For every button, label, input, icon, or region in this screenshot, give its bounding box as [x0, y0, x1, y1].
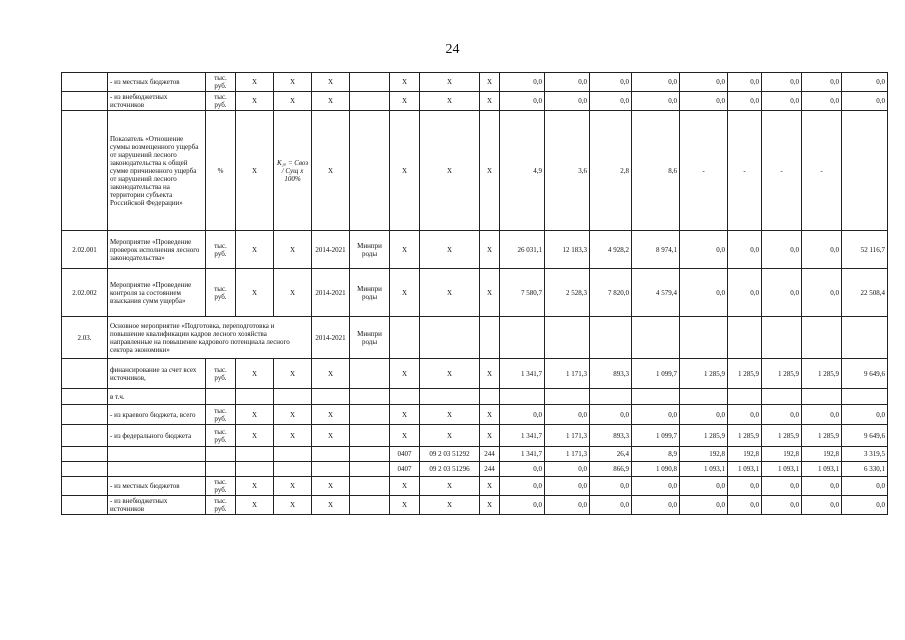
table-cell: тыс. руб.: [206, 425, 236, 447]
table-row: [62, 231, 888, 269]
table-cell: Х: [480, 425, 500, 447]
table-cell: Х: [312, 92, 350, 111]
table-cell: Х: [274, 92, 312, 111]
table-cell: Х: [312, 477, 350, 496]
table-cell: 1 093,1: [728, 462, 762, 477]
table-cell: Х: [312, 496, 350, 515]
table-cell: [350, 73, 390, 92]
table-cell: 2014-2021: [312, 269, 350, 317]
table-cell: 192,8: [802, 447, 842, 462]
table-cell: Х: [236, 111, 274, 231]
table-cell: Х: [420, 477, 480, 496]
table-cell: [420, 317, 480, 359]
table-cell: Х: [420, 359, 480, 389]
table-cell: 2 528,3: [545, 269, 590, 317]
table-cell: 0,0: [545, 496, 590, 515]
table-cell: [62, 477, 108, 496]
table-cell: Х: [480, 477, 500, 496]
table-cell: тыс. руб.: [206, 231, 236, 269]
table-cell: 0,0: [545, 73, 590, 92]
table-cell: 3 319,5: [842, 447, 888, 462]
table-cell: [62, 447, 108, 462]
table-cell: [350, 425, 390, 447]
table-cell: 866,9: [590, 462, 632, 477]
table-cell: Х: [274, 231, 312, 269]
table-cell: Х: [390, 231, 420, 269]
table-cell: Х: [274, 73, 312, 92]
table-cell: 7 580,7: [500, 269, 545, 317]
table-row: [62, 447, 888, 462]
table-cell: Мероприятие «Проведение контроля за состоянием взыскания сумм ущерба»: [108, 269, 206, 317]
table-cell: 0,0: [762, 496, 802, 515]
table-cell: Х: [420, 73, 480, 92]
table-cell: [62, 496, 108, 515]
table-cell: 0407: [390, 447, 420, 462]
table-cell: 0,0: [500, 477, 545, 496]
table-cell: Х: [312, 73, 350, 92]
table-cell: Х: [420, 92, 480, 111]
table-cell: 1 093,1: [802, 462, 842, 477]
table-cell: [842, 389, 888, 405]
table-cell: 26,4: [590, 447, 632, 462]
table-cell: 0,0: [590, 496, 632, 515]
table-cell: [420, 389, 480, 405]
table-row: [62, 462, 888, 477]
table-cell: Х: [390, 269, 420, 317]
table-cell: 1 285,9: [802, 359, 842, 389]
table-cell: Х: [420, 111, 480, 231]
table-cell: 3,6: [545, 111, 590, 231]
table-cell: 0,0: [842, 405, 888, 425]
table-cell: [500, 389, 545, 405]
table-cell: 0,0: [680, 73, 728, 92]
table-cell: Мероприятие «Проведение проверок исполнения лесного законодательства»: [108, 231, 206, 269]
table-cell: [312, 389, 350, 405]
table-cell: 0,0: [728, 92, 762, 111]
page-number: 24: [445, 42, 460, 57]
table-cell: 0,0: [590, 405, 632, 425]
table-cell: -: [802, 111, 842, 231]
table-cell: [350, 389, 390, 405]
table-cell: Х: [390, 496, 420, 515]
table-cell: -: [762, 111, 802, 231]
table-cell: [762, 317, 802, 359]
table-cell: [62, 92, 108, 111]
table-cell: 4 579,4: [632, 269, 680, 317]
table-cell: 2.02.001: [62, 231, 108, 269]
table-cell: 0,0: [500, 405, 545, 425]
table-cell: 0,0: [728, 269, 762, 317]
table-cell: [728, 317, 762, 359]
table-cell: 1 285,9: [680, 359, 728, 389]
table-body: [62, 73, 888, 515]
table-cell: тыс. руб.: [206, 405, 236, 425]
table-cell: Х: [390, 359, 420, 389]
table-cell: Х: [420, 231, 480, 269]
table-cell: [632, 389, 680, 405]
table-cell: 9 649,6: [842, 425, 888, 447]
table-cell: К₁ₐ = Своз / Сущ х 100%: [274, 111, 312, 231]
table-cell: [802, 389, 842, 405]
table-cell: Х: [480, 269, 500, 317]
table-cell: Х: [236, 425, 274, 447]
table-row: [62, 496, 888, 515]
table-cell: 0,0: [545, 92, 590, 111]
table-cell: 6 330,1: [842, 462, 888, 477]
table-cell: Х: [390, 425, 420, 447]
table-cell: в т.ч.: [108, 389, 206, 405]
table-cell: Х: [480, 73, 500, 92]
table-cell: 0,0: [728, 405, 762, 425]
table-cell: Х: [274, 405, 312, 425]
table-cell: -: [728, 111, 762, 231]
table-cell: 0,0: [545, 462, 590, 477]
table-cell: [312, 462, 350, 477]
table-cell: тыс. руб.: [206, 269, 236, 317]
table-cell: Х: [236, 359, 274, 389]
table-cell: Х: [420, 425, 480, 447]
table-cell: - из внебюджетных источников: [108, 496, 206, 515]
table-cell: [350, 496, 390, 515]
table-cell: Х: [312, 405, 350, 425]
table-cell: Х: [312, 359, 350, 389]
table-cell: Х: [236, 477, 274, 496]
table-cell: 0,0: [500, 73, 545, 92]
table-cell: [680, 317, 728, 359]
table-cell: Х: [420, 496, 480, 515]
table-cell: [350, 405, 390, 425]
table-cell: 2014-2021: [312, 231, 350, 269]
table-cell: 1 093,1: [680, 462, 728, 477]
table-cell: Х: [420, 405, 480, 425]
table-cell: [842, 111, 888, 231]
table-cell: [590, 389, 632, 405]
table-cell: [206, 447, 236, 462]
table-cell: [480, 317, 500, 359]
table-cell: 244: [480, 462, 500, 477]
table-cell: 244: [480, 447, 500, 462]
table-cell: 8,6: [632, 111, 680, 231]
table-cell: Минпри роды: [350, 317, 390, 359]
table-cell: 0,0: [500, 496, 545, 515]
table-cell: 192,8: [762, 447, 802, 462]
table-cell: [545, 317, 590, 359]
table-cell: 0,0: [762, 92, 802, 111]
table-cell: финансирование за счет всех источников,: [108, 359, 206, 389]
table-cell: 52 116,7: [842, 231, 888, 269]
table-cell: [350, 477, 390, 496]
program-table: [61, 72, 888, 515]
table-cell: Х: [274, 269, 312, 317]
table-cell: [390, 317, 420, 359]
table-cell: 1 171,3: [545, 359, 590, 389]
table-cell: 0,0: [632, 405, 680, 425]
table-cell: -: [680, 111, 728, 231]
table-row: [62, 405, 888, 425]
table-cell: Х: [236, 231, 274, 269]
table-cell: Минпри роды: [350, 269, 390, 317]
table-cell: 1 171,3: [545, 447, 590, 462]
table-cell: 1 285,9: [762, 359, 802, 389]
table-cell: 0,0: [802, 496, 842, 515]
table-cell: [108, 462, 206, 477]
table-cell: - из федерального бюджета: [108, 425, 206, 447]
table-cell: 1 285,9: [762, 425, 802, 447]
table-cell: 0,0: [802, 477, 842, 496]
table-cell: Х: [236, 269, 274, 317]
table-cell: Х: [390, 405, 420, 425]
table-cell: 0,0: [632, 477, 680, 496]
table-cell: Х: [312, 111, 350, 231]
table-cell: 0,0: [680, 477, 728, 496]
table-cell: 0,0: [802, 405, 842, 425]
table-cell: тыс. руб.: [206, 359, 236, 389]
table-cell: [62, 73, 108, 92]
table-cell: [62, 389, 108, 405]
table-cell: 0,0: [590, 73, 632, 92]
table-cell: 0,0: [762, 269, 802, 317]
table-cell: Х: [274, 425, 312, 447]
table-cell: [206, 462, 236, 477]
table-cell: [236, 462, 274, 477]
table-row: [62, 425, 888, 447]
table-cell: 893,3: [590, 359, 632, 389]
table-cell: 0,0: [500, 92, 545, 111]
table-cell: 0,0: [632, 496, 680, 515]
table-cell: 0,0: [545, 477, 590, 496]
table-cell: 2.03.: [62, 317, 108, 359]
table-cell: Основное мероприятие «Подготовка, переподготовка и повышение квалификации кадров лесного хозяйства направленные на повышение кадрового потенциала лесного сектора экономики»: [108, 317, 312, 359]
table-cell: 1 285,9: [802, 425, 842, 447]
table-cell: [802, 317, 842, 359]
table-cell: 0,0: [680, 231, 728, 269]
table-cell: [62, 425, 108, 447]
table-cell: Х: [480, 92, 500, 111]
table-cell: 8 974,1: [632, 231, 680, 269]
table-cell: 0,0: [842, 92, 888, 111]
table-cell: Х: [480, 496, 500, 515]
table-cell: [632, 317, 680, 359]
table-cell: 0,0: [680, 405, 728, 425]
table-cell: Х: [236, 73, 274, 92]
table-cell: 0,0: [728, 73, 762, 92]
table-cell: Х: [390, 111, 420, 231]
table-cell: 8,9: [632, 447, 680, 462]
table-cell: [206, 389, 236, 405]
table-cell: Х: [236, 496, 274, 515]
table-cell: 0,0: [680, 92, 728, 111]
table-row: [62, 317, 888, 359]
table-cell: 4 928,2: [590, 231, 632, 269]
table-cell: [274, 389, 312, 405]
table-cell: Минпри роды: [350, 231, 390, 269]
table-row: [62, 73, 888, 92]
table-cell: 09 2 03 51296: [420, 462, 480, 477]
table-cell: Х: [236, 405, 274, 425]
table-cell: [350, 92, 390, 111]
table-cell: [108, 447, 206, 462]
table-cell: [62, 462, 108, 477]
table-cell: 22 508,4: [842, 269, 888, 317]
table-cell: 0,0: [762, 231, 802, 269]
table-cell: 0,0: [590, 92, 632, 111]
table-cell: [728, 389, 762, 405]
table-cell: [350, 447, 390, 462]
table-cell: Х: [236, 92, 274, 111]
table-cell: 09 2 03 51292: [420, 447, 480, 462]
table-cell: Х: [480, 359, 500, 389]
table-cell: [350, 111, 390, 231]
table-cell: 0,0: [762, 405, 802, 425]
table-cell: [274, 447, 312, 462]
table-cell: тыс. руб.: [206, 477, 236, 496]
table-cell: 0,0: [842, 496, 888, 515]
table-cell: Х: [480, 111, 500, 231]
table-cell: тыс. руб.: [206, 92, 236, 111]
table-cell: [312, 447, 350, 462]
table-cell: 0,0: [802, 269, 842, 317]
table-cell: 1 090,8: [632, 462, 680, 477]
table-cell: [62, 405, 108, 425]
table-cell: Х: [390, 73, 420, 92]
table-row: [62, 269, 888, 317]
table-cell: 0407: [390, 462, 420, 477]
table-cell: 1 341,7: [500, 359, 545, 389]
table-cell: 0,0: [802, 231, 842, 269]
table-cell: [62, 359, 108, 389]
table-cell: 0,0: [762, 73, 802, 92]
table-cell: 26 031,1: [500, 231, 545, 269]
table-cell: 1 093,1: [762, 462, 802, 477]
table-cell: 0,0: [632, 92, 680, 111]
table-cell: 2014-2021: [312, 317, 350, 359]
table-cell: 7 820,0: [590, 269, 632, 317]
table-row: [62, 92, 888, 111]
table-cell: 1 285,9: [728, 425, 762, 447]
table-cell: [350, 462, 390, 477]
table-cell: [680, 389, 728, 405]
table-cell: - из краевого бюджета, всего: [108, 405, 206, 425]
table-cell: 1 099,7: [632, 359, 680, 389]
table-cell: 1 171,3: [545, 425, 590, 447]
table-cell: 0,0: [680, 269, 728, 317]
table-cell: Х: [390, 92, 420, 111]
table-cell: 1 285,9: [728, 359, 762, 389]
table-cell: 0,0: [728, 231, 762, 269]
table-cell: 893,3: [590, 425, 632, 447]
table-cell: Х: [274, 496, 312, 515]
table-cell: 9 649,6: [842, 359, 888, 389]
table-cell: 0,0: [802, 92, 842, 111]
table-cell: 0,0: [802, 73, 842, 92]
table-cell: [590, 317, 632, 359]
table-cell: 1 285,9: [680, 425, 728, 447]
table-cell: [480, 389, 500, 405]
table-cell: [500, 317, 545, 359]
table-cell: [236, 389, 274, 405]
table-cell: 0,0: [842, 73, 888, 92]
table-cell: [62, 111, 108, 231]
table-row: [62, 111, 888, 231]
table-cell: 1 341,7: [500, 447, 545, 462]
table-cell: Х: [420, 269, 480, 317]
table-cell: - из местных бюджетов: [108, 477, 206, 496]
table-row: [62, 359, 888, 389]
table-cell: %: [206, 111, 236, 231]
table-cell: [236, 447, 274, 462]
table-cell: 0,0: [590, 477, 632, 496]
table-cell: 0,0: [545, 405, 590, 425]
table-cell: [350, 359, 390, 389]
table-cell: 0,0: [500, 462, 545, 477]
table-cell: 0,0: [728, 477, 762, 496]
table-cell: Х: [390, 477, 420, 496]
table-cell: 1 099,7: [632, 425, 680, 447]
table-cell: - из внебюджетных источников: [108, 92, 206, 111]
table-cell: тыс. руб.: [206, 73, 236, 92]
table-cell: Х: [480, 231, 500, 269]
table-cell: 4,9: [500, 111, 545, 231]
table-cell: [842, 317, 888, 359]
table-cell: 192,8: [728, 447, 762, 462]
table-cell: [390, 389, 420, 405]
table-cell: 1 341,7: [500, 425, 545, 447]
table-cell: 2,8: [590, 111, 632, 231]
table-cell: 0,0: [842, 477, 888, 496]
table-cell: [545, 389, 590, 405]
table-cell: - из местных бюджетов: [108, 73, 206, 92]
table-cell: Х: [312, 425, 350, 447]
table-cell: 192,8: [680, 447, 728, 462]
table-row: [62, 477, 888, 496]
table-cell: [762, 389, 802, 405]
table-cell: Х: [274, 477, 312, 496]
table-cell: Х: [480, 405, 500, 425]
table-cell: 0,0: [632, 73, 680, 92]
table-row: [62, 389, 888, 405]
table-cell: Показатель «Отношение суммы возмещенного ущерба от нарушений лесного законодательства к общей сумме причиненного ущерба от нарушений лесного законодательства на территории субъекта Российской Федерации»: [108, 111, 206, 231]
table-cell: 0,0: [680, 496, 728, 515]
table-cell: 2.02.002: [62, 269, 108, 317]
table-cell: 0,0: [762, 477, 802, 496]
table-cell: 0,0: [728, 496, 762, 515]
table-cell: [274, 462, 312, 477]
table-cell: Х: [274, 359, 312, 389]
table-cell: 12 183,3: [545, 231, 590, 269]
table-cell: тыс. руб.: [206, 496, 236, 515]
